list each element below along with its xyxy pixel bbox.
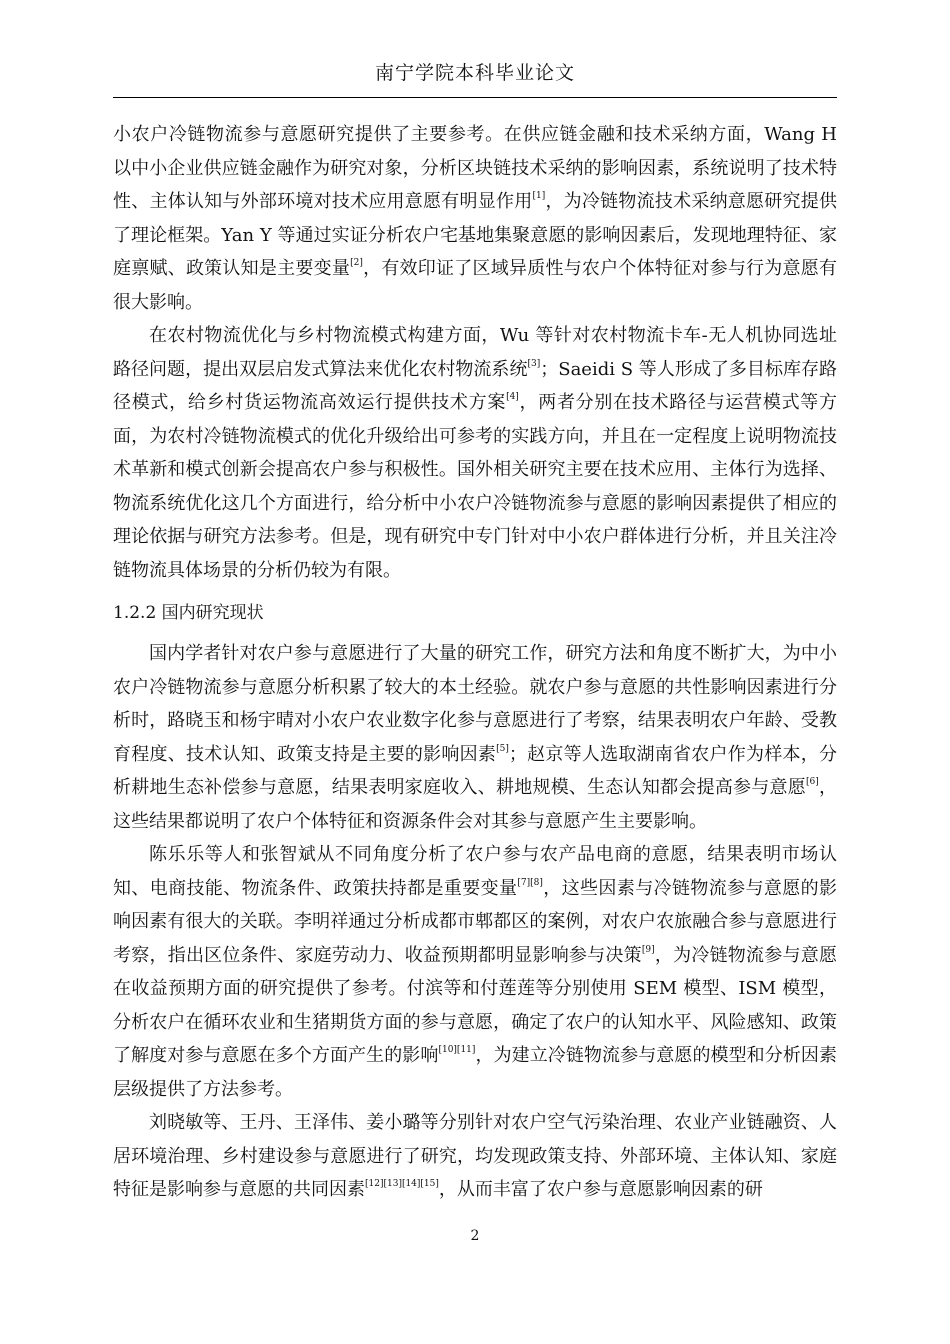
- citation-marker: [3]: [527, 358, 541, 369]
- paragraph-text: 小农户冷链物流参与意愿研究提供了主要参考。在供应链金融和技术采纳方面，Wang H 以中小企业供应链金融作为研究对象，分析区块链技术采纳的影响因素，系统说明了技术特性、主体认知与外部环境对技术应用意愿有明显作用: [113, 124, 837, 212]
- citation-marker: [1]: [532, 191, 546, 201]
- body-paragraph: [113, 838, 837, 1106]
- document-body: [113, 118, 837, 1207]
- paragraph-text: ，两者分别在技术路径与运营模式等方面，为农村冷链物流模式的优化升级给出可参考的实践方向，并且在一定程度上说明物流技术革新和模式创新会提高农户参与积极性。国外相关研究主要在技术应用、主体行为选择、物流系统优化这几个方面进行，给分析中小农户冷链物流参与意愿的影响因素提供了相应的理论依据与研究方法参考。但是，现有研究中专门针对中小农户群体进行分析，并且关注冷链物流具体场景的分析仍较为有限。: [113, 392, 838, 581]
- citation-marker: [7][8]: [517, 877, 543, 888]
- paragraph-text: ，为冷链物流技术采纳意愿研究提供了理论框架。Yan Y 等通过实证分析农户宅基地集聚意愿的影响因素后，发现地理特征、家庭禀赋、政策认知是主要变量: [113, 191, 837, 279]
- paragraph-text: 国内学者针对农户参与意愿进行了大量的研究工作，研究方法和角度不断扩大，为中小农户冷链物流参与意愿分析积累了较大的本土经验。就农户参与意愿的共性影响因素进行分析时，路晓玉和杨宇晴对小农户农业数字化参与意愿进行了考察，结果表明农户年龄、受教育程度、技术认知、政策支持是主要的影响因素: [113, 643, 837, 765]
- citation-marker: [6]: [806, 777, 819, 787]
- body-paragraph: [113, 637, 837, 838]
- paragraph-text: 1.2.2 国内研究现状: [113, 603, 264, 623]
- citation-marker: [10][11]: [438, 1045, 476, 1055]
- citation-marker: [9]: [641, 944, 655, 955]
- section-heading: [113, 599, 837, 627]
- citation-marker: [2]: [350, 258, 363, 268]
- citation-marker: [12][13][14][15]: [365, 1179, 439, 1189]
- paragraph-text: ，这些因素与冷链物流参与意愿的影响因素有很大的关联。李明祥通过分析成都市郫都区的案例，对农户农旅融合参与意愿进行考察，指出区位条件、家庭劳动力、收益预期都明显影响参与决策: [113, 877, 838, 966]
- paragraph-text: ，为建立冷链物流参与意愿的模型和分析因素层级提供了方法参考。: [113, 1045, 838, 1100]
- page-number: 2: [470, 1228, 480, 1244]
- paragraph-text: ，为冷链物流参与意愿在收益预期方面的研究提供了参考。付滨等和付莲莲等分别使用 SEM 模型、ISM 模型，分析农户在循环农业和生猪期货方面的参与意愿，确定了农户的认知水平、风险感知、政策了解度对参与意愿在多个方面产生的影响: [113, 944, 837, 1066]
- body-paragraph: [113, 1106, 837, 1207]
- citation-marker: [4]: [506, 392, 519, 402]
- paragraph-text: ，有效印证了区域异质性与农户个体特征对参与行为意愿有很大影响。: [113, 258, 838, 313]
- paragraph-text: 在农村物流优化与乡村物流模式构建方面，Wu 等针对农村物流卡车-无人机协同选址路径问题，提出双层启发式算法来优化农村物流系统: [113, 325, 837, 380]
- header-divider: [113, 97, 837, 98]
- paragraph-text: 刘晓敏等、王丹、王泽伟、姜小璐等分别针对农户空气污染治理、农业产业链融资、人居环境治理、乡村建设参与意愿进行了研究，均发现政策支持、外部环境、主体认知、家庭特征是影响参与意愿的共同因素: [113, 1112, 837, 1200]
- paragraph-text: ；赵京等人选取湖南省农户作为样本，分析耕地生态补偿参与意愿，结果表明家庭收入、耕地规模、生态认知都会提高参与意愿: [113, 743, 837, 798]
- body-paragraph: [113, 319, 837, 587]
- body-paragraph: [113, 118, 837, 319]
- paragraph-text: ，这些结果都说明了农户个体特征和资源条件会对其参与意愿产生主要影响。: [113, 777, 838, 832]
- citation-marker: [5]: [496, 743, 509, 754]
- page-header-title: 南宁学院本科毕业论文: [374, 62, 575, 84]
- paragraph-text: 陈乐乐等人和张智斌从不同角度分析了农户参与农产品电商的意愿，结果表明市场认知、电商技能、物流条件、政策扶持都是重要变量: [113, 844, 837, 899]
- paragraph-text: ；Saeidi S 等人形成了多目标库存路径模式，给乡村货运物流高效运行提供技术方案: [113, 358, 838, 413]
- paragraph-text: ，从而丰富了农户参与意愿影响因素的研: [438, 1179, 763, 1200]
